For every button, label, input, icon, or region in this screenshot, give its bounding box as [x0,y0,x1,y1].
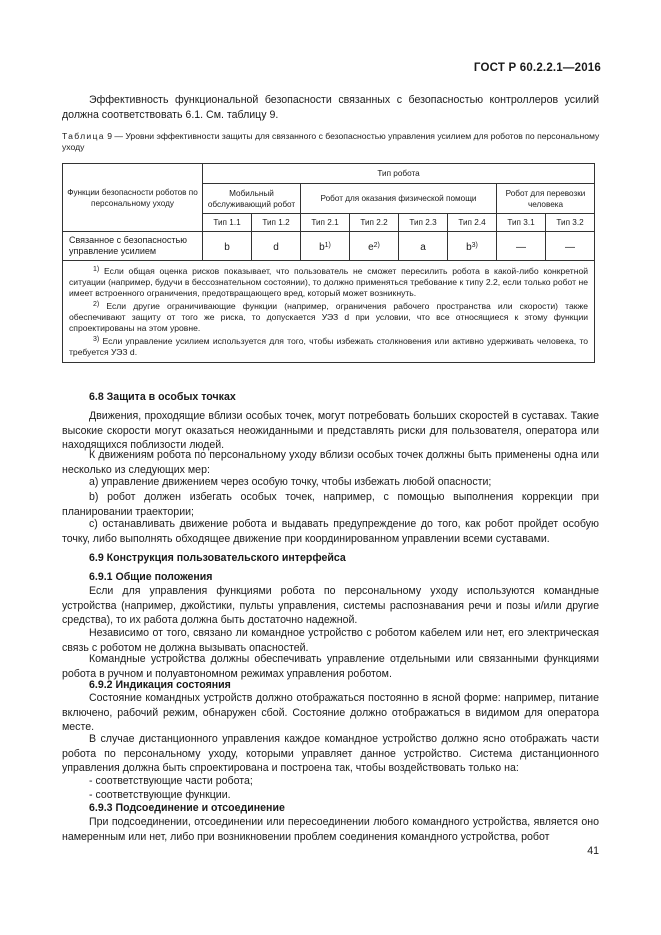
table-footnotes [63,261,595,363]
list-item: b) робот должен избегать особых точек, например, с помощью выполнения коррекции при планировании траектории; [62,491,599,518]
value-cell: — [546,232,595,261]
page-number: 41 [587,845,599,857]
table-footnote: $^{3)}$ Если управление усилием используется для того, чтобы избежать столкновения или активно удерживать человека, то требуется УЭЗ d. [69,336,589,357]
type-header: Тип 1.2 [252,214,301,232]
table-caption [62,131,602,154]
dash-item: - соответствующие части робота; [89,775,253,787]
paragraph: Командные устройства должны обеспечивать управление отдельными или связанными функциями робота в ручном и полуавтономном режимах управления роботом. [62,653,599,680]
paragraph: Движения, проходящие вблизи особых точек, могут потребовать больших скоростей в суставах. Такие высокие скорости могут оказаться неожиданными и представлять риски для пользователя, оператора или находящихся поблизости людей. [62,410,599,452]
section-6-8-heading: 6.8 Защита в особых точках [89,391,236,403]
row-label-force-control: Связанное с безопасностью управление усилием [63,232,203,261]
table-caption-label: Таблица [62,131,105,141]
group-header-mobile: Мобильный обслуживающий робот [203,184,301,214]
table-footnote: $^{1)}$ Если общая оценка рисков показывает, что пользователь не сможет пересилить робота в какой-либо конкретной ситуации (например, будучи в бессознательном состоянии), то должно применяться требование к типу 2.2, если только робот не имеет встроенного ограничения, предотвращающего вред, который может возникнуть. [69,266,589,298]
table-caption-text: — Уровни эффективности защиты для связанного с безопасностью управления усилием для роботов по персональному уходу [62,131,600,153]
type-header: Тип 1.1 [203,214,252,232]
subsection-6-9-1-heading: 6.9.1 Общие положения [89,571,213,583]
col-header-functions: Функции безопасности роботов по персональному уходу [63,164,203,232]
value-cell: b [203,232,252,261]
type-header: Тип 2.4 [448,214,497,232]
type-header: Тип 3.2 [546,214,595,232]
protection-levels-table [62,163,595,363]
type-header: Тип 2.1 [301,214,350,232]
paragraph: В случае дистанционного управления каждое командное устройство должно ясно отображать части робота по персональному уходу, которыми управляет данное устройство. Система дистанционного управления должна быть спроектирована и построена так, чтобы воздействовать только на: [62,733,599,775]
value-cell: a [399,232,448,261]
dash-item: - соответствующие функции. [89,789,231,801]
group-header-transport: Робот для перевозки человека [497,184,595,214]
table-footnote: $^{2)}$ Если другие ограничивающие функции (например, ограничения рабочего пространства или скорости) также обеспечивают защиту от того же риска, то допускается УЭЗ d при условии, что все относящиеся к этому функции спроектированы на этом уровне. [69,301,589,333]
list-item: c) останавливать движение робота и выдавать предупреждение до того, как робот пройдет особую точку, либо выполнять обходящее движение при координированном управлении всеми суставами. [62,518,599,545]
list-item: a) управление движением через особую точку, чтобы избежать любой опасности; [89,476,492,488]
col-header-robot-type: Тип робота [203,164,595,184]
value-cell: $b^{3)}$ [448,232,497,261]
paragraph: Если для управления функциями робота по персональному уходу используются командные устройства (например, джойстики, пульты управления, системы распознавания речи и позы и/или другие средства), то их работа должна быть достаточно надежной. [62,585,599,627]
type-header: Тип 3.1 [497,214,546,232]
subsection-6-9-2-heading: 6.9.2 Индикация состояния [89,679,231,691]
section-6-9-heading: 6.9 Конструкция пользовательского интерфейса [89,552,346,564]
value-cell: — [497,232,546,261]
value-cell: d [252,232,301,261]
paragraph: Независимо от того, связано ли командное устройство с роботом кабелем или нет, его электрическая связь с роботом не должна вызывать опасностей. [62,627,599,654]
type-header: Тип 2.3 [399,214,448,232]
intro-paragraph: Эффективность функциональной безопасности связанных с безопасностью контроллеров усилий должна соответствовать 6.1. См. таблицу 9. [62,94,599,121]
type-header: Тип 2.2 [350,214,399,232]
group-header-physical-assist: Робот для оказания физической помощи [301,184,497,214]
paragraph: При подсоединении, отсоединении или пересоединении любого командного устройства, является оно намеренным или нет, либо при возникновении проблем соединения командного устройства, робот [62,816,599,843]
paragraph: К движениям робота по персональному уходу вблизи особых точек должны быть применены одна или несколько из следующих мер: [62,449,599,476]
value-cell: $b^{1)}$ [301,232,350,261]
value-cell: $e^{2)}$ [350,232,399,261]
document-header: ГОСТ Р 60.2.2.1—2016 [473,62,601,74]
paragraph: Состояние командных устройств должно отображаться постоянно в ясной форме: например, питание включено, рабочий режим, обнаружен сбой. Состояние должно отображаться в видимом для оператора месте. [62,692,599,734]
table-caption-number: 9 [107,131,112,141]
subsection-6-9-3-heading: 6.9.3 Подсоединение и отсоединение [89,802,285,814]
